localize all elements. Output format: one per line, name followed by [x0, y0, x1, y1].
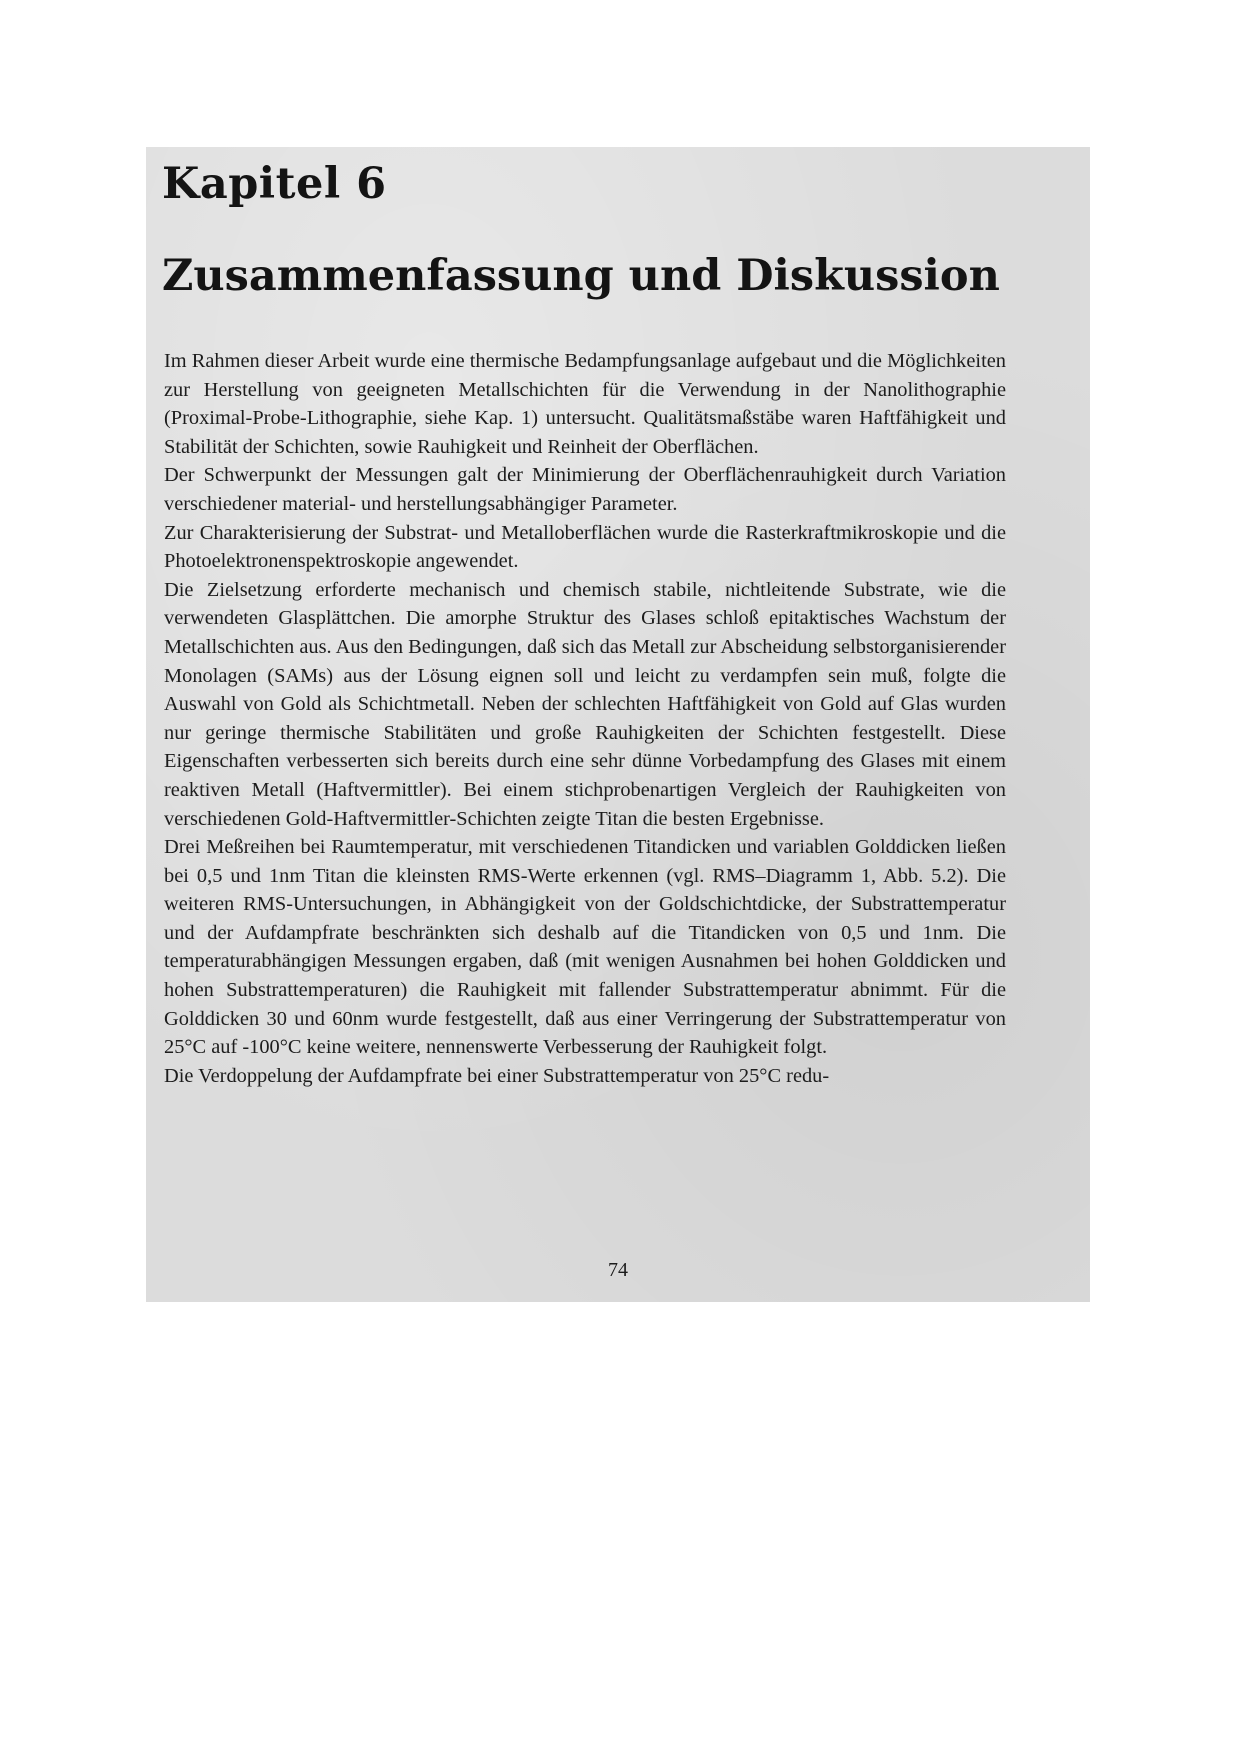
- paragraph: Die Zielsetzung erforderte mechanisch und chemisch stabile, nichtleitende Substrate, wie die verwendeten Glasplättchen. Die amorphe Struktur des Glases schloß epitaktisches Wachstum der Metallschichten aus. Aus den Bedingungen, daß sich das Metall zur Abscheidung selbstorganisierender Monolagen (SAMs) aus der Lösung eignen soll und leicht zu verdampfen sein muß, folgte die Auswahl von Gold als Schichtmetall. Neben der schlechten Haftfähigkeit von Gold auf Glas wurden nur geringe thermische Stabilitäten und große Rauhigkeiten der Schichten festgestellt. Diese Eigenschaften verbesserten sich bereits durch eine sehr dünne Vorbedampfung des Glases mit einem reaktiven Metall (Haftvermittler). Bei einem stichprobenartigen Vergleich der Rauhigkeiten von verschiedenen Gold-Haftvermittler-Schichten zeigte Titan die besten Ergebnisse.: [164, 578, 1006, 830]
- paragraph: Im Rahmen dieser Arbeit wurde eine thermische Bedampfungsanlage aufgebaut und die Möglichkeiten zur Herstellung von geeigneten Metallschichten für die Verwendung in der Nanolithographie (Proximal-Probe-Lithographie, siehe Kap. 1) untersucht. Qualitätsmaßstäbe waren Haftfähigkeit und Stabilität der Schichten, sowie Rauhigkeit und Reinheit der Oberflächen.: [164, 350, 1006, 458]
- chapter-label: Kapitel 6: [162, 159, 387, 209]
- page-number: 74: [608, 1259, 628, 1281]
- chapter-title: Zusammenfassung und Diskussion: [162, 251, 1000, 301]
- paragraph: Die Verdoppelung der Aufdampfrate bei einer Substrattemperatur von 25°C redu-: [164, 1064, 830, 1087]
- paragraph: Der Schwerpunkt der Messungen galt der Minimierung der Oberflächenrauhigkeit durch Variation verschiedener material- und herstellungsabhängiger Parameter.: [164, 464, 1006, 515]
- paragraph: Zur Charakterisierung der Substrat- und Metalloberflächen wurde die Rasterkraftmikroskopie und die Photoelektronenspektroskopie angewendet.: [164, 521, 1006, 573]
- scanned-page: [146, 147, 1090, 1302]
- paragraph: Drei Meßreihen bei Raumtemperatur, mit verschiedenen Titandicken und variablen Golddicken ließen bei 0,5 und 1nm Titan die kleinsten RMS-Werte erkennen (vgl. RMS–Diagramm 1, Abb. 5.2). Die weiteren RMS-Untersuchungen, in Abhängigkeit von der Goldschichtdicke, der Substrattemperatur und der Aufdampfrate beschränkten sich deshalb auf die Titandicken von 0,5 und 1nm. Die temperaturabhängigen Messungen ergaben, daß (mit wenigen Ausnahmen bei hohen Golddicken und hohen Substrattemperaturen) die Rauhigkeit mit fallender Substrattemperatur abnimmt. Für die Golddicken 30 und 60nm wurde festgestellt, daß aus einer Verringerung der Substrattemperatur von 25°C auf -100°C keine weitere, nennenswerte Verbesserung der Rauhigkeit folgt.: [164, 836, 1006, 1059]
- body-text: [164, 347, 1006, 1090]
